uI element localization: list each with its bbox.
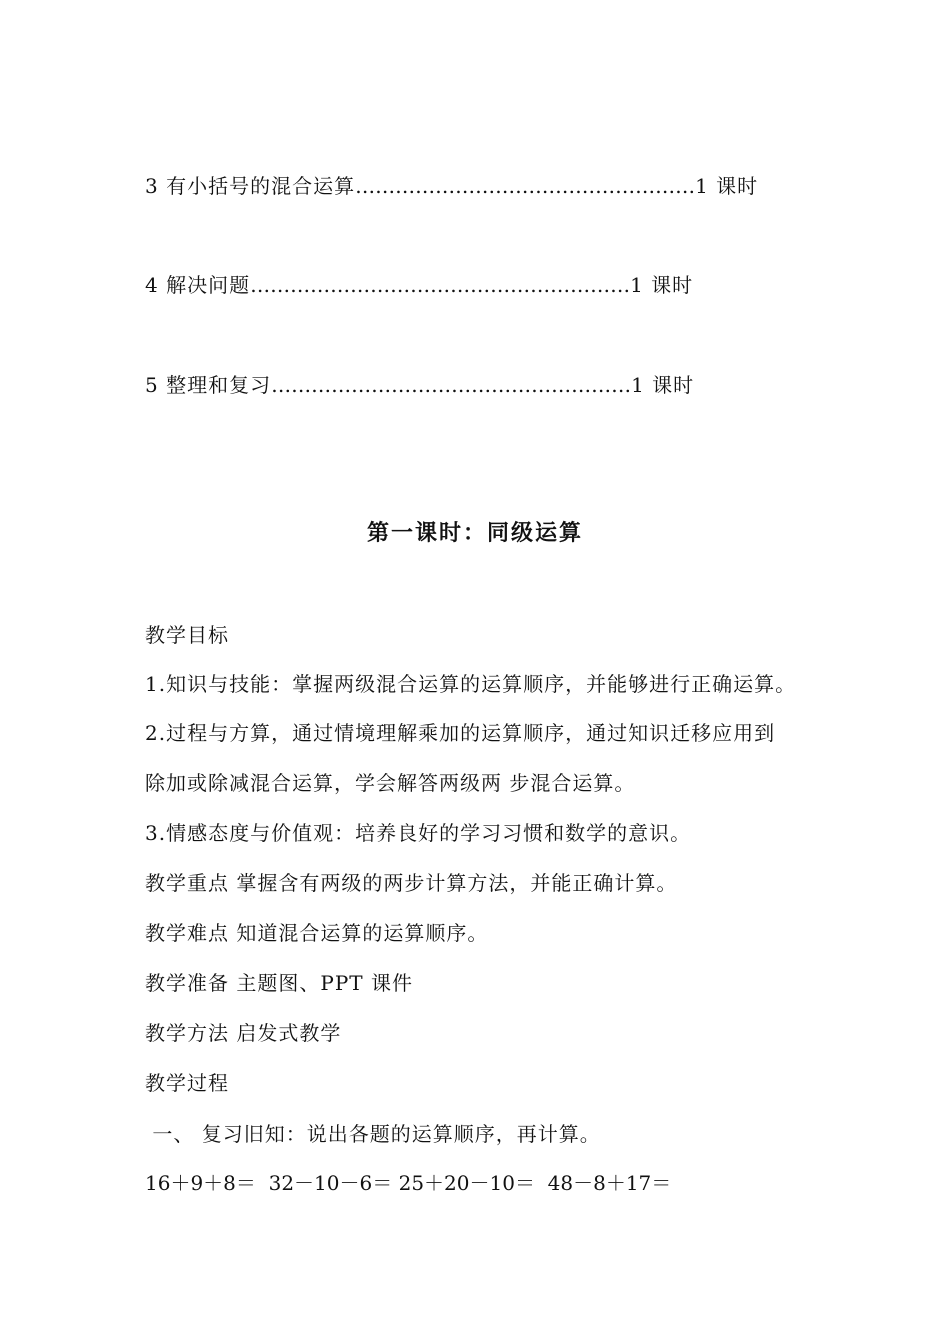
toc-entry-5 <box>145 372 694 398</box>
exercise-expressions: 16＋9＋8＝ 32－10－6＝ 25＋20－10＝ 48－8＋17＝ <box>145 1171 672 1195</box>
objective-3: 3.情感态度与价值观：培养良好的学习习惯和数学的意识。 <box>145 821 692 845</box>
objective-1: 1.知识与技能：掌握两级混合运算的运算顺序，并能够进行正确运算。 <box>145 672 797 696</box>
toc-leader-dots: ……………………………………………… <box>271 373 632 397</box>
toc-leader-dots: ………………………………………………… <box>250 273 631 297</box>
toc-entry-hours: 1 课时 <box>695 174 759 198</box>
teaching-method: 教学方法 启发式教学 <box>145 1021 342 1045</box>
toc-entry-3 <box>145 173 758 199</box>
toc-leader-dots: …………………………………………… <box>355 174 696 198</box>
section-heading-process: 教学过程 <box>145 1071 229 1095</box>
teaching-focus: 教学重点 掌握含有两级的两步计算方法，并能正确计算。 <box>145 871 678 895</box>
section-heading-objectives: 教学目标 <box>145 623 229 647</box>
step-review: 一、 复习旧知：说出各题的运算顺序，再计算。 <box>145 1122 601 1146</box>
toc-entry-hours: 1 课时 <box>630 273 694 297</box>
lesson-title: 第一课时：同级运算 <box>366 520 583 546</box>
toc-entry-label: 5 整理和复习 <box>145 373 272 397</box>
toc-entry-4 <box>145 272 693 298</box>
objective-2-line-1: 2.过程与方算，通过情境理解乘加的运算顺序，通过知识迁移应用到 <box>145 721 776 745</box>
toc-entry-hours: 1 课时 <box>631 373 695 397</box>
toc-entry-label: 3 有小括号的混合运算 <box>145 174 356 198</box>
teaching-preparation: 教学准备 主题图、PPT 课件 <box>145 971 413 995</box>
toc-entry-label: 4 解决问题 <box>145 273 251 297</box>
objective-2-line-2: 除加或除减混合运算，学会解答两级两 步混合运算。 <box>145 771 636 795</box>
teaching-difficulty: 教学难点 知道混合运算的运算顺序。 <box>145 921 489 945</box>
